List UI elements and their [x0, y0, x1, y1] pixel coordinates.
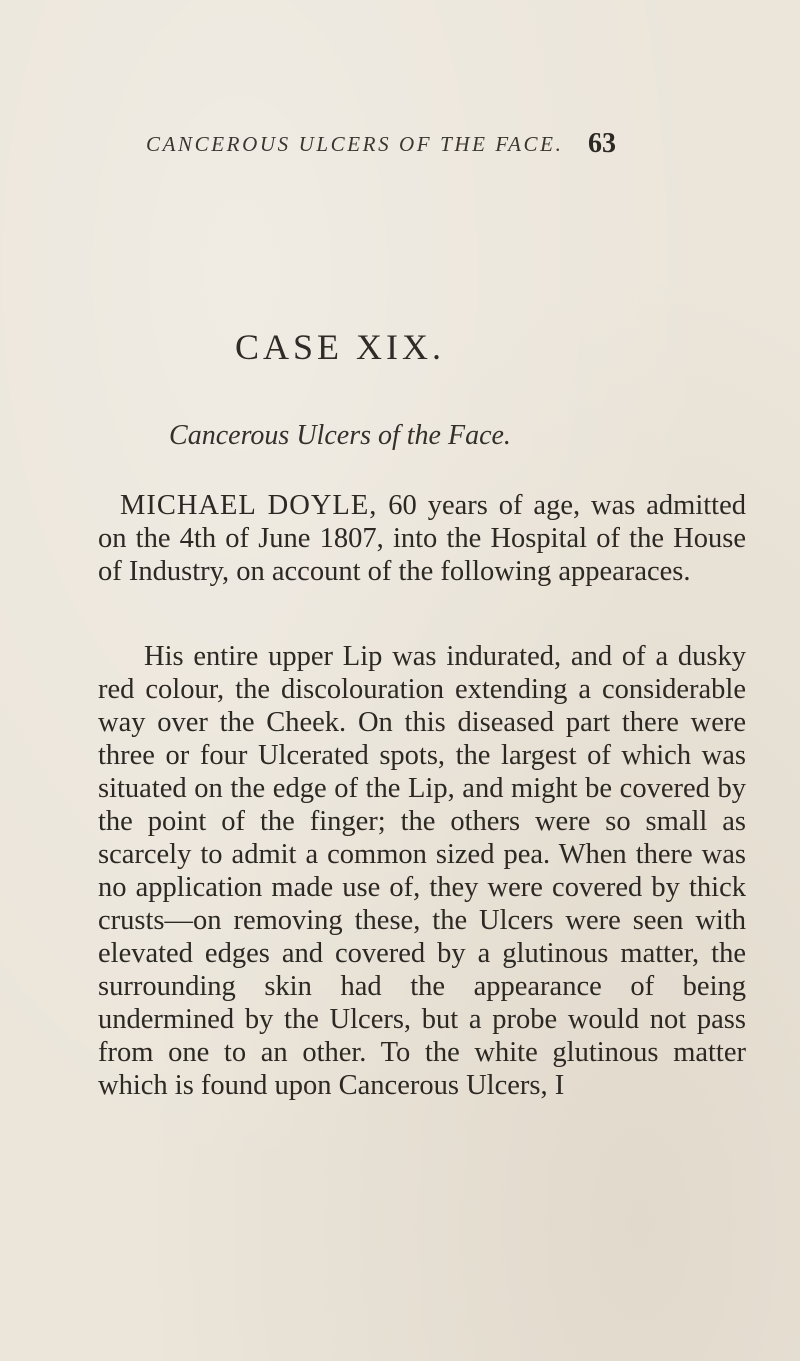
- paragraph-2: His entire upper Lip was indurated, and of a dusky red colour, the discolouration extending a considerable way over the Cheek. On this diseased part there were three or four Ulcerated spots, the largest of which was situated on the edge of the Lip, and might be covered by the point of the finger; the others were so small as scarcely to admit a common sized pea. When there was no application made use of, they were covered by thick crusts—on removing these, the Ulcers were seen with elevated edges and covered by a glutinous matter, the surrounding skin had the appearance of being undermined by the Ulcers, but a probe would not pass from one to an other. To the white glutinous matter which is found upon Cancerous Ulcers, I: [98, 641, 746, 1101]
- case-subtitle: Cancerous Ulcers of the Face.: [169, 420, 511, 451]
- running-head: CANCEROUS ULCERS OF THE FACE.: [146, 132, 564, 156]
- paragraph-1: [98, 489, 746, 588]
- page-number: 63: [588, 128, 616, 159]
- paragraph-1-text: 60 years of age, was admitted on the 4th of June 1807, into the Hospital of the House of Industry, on account of the following appearaces.: [98, 490, 746, 587]
- patient-name: MICHAEL DOYLE,: [120, 490, 378, 521]
- case-heading: CASE XIX.: [234, 327, 445, 367]
